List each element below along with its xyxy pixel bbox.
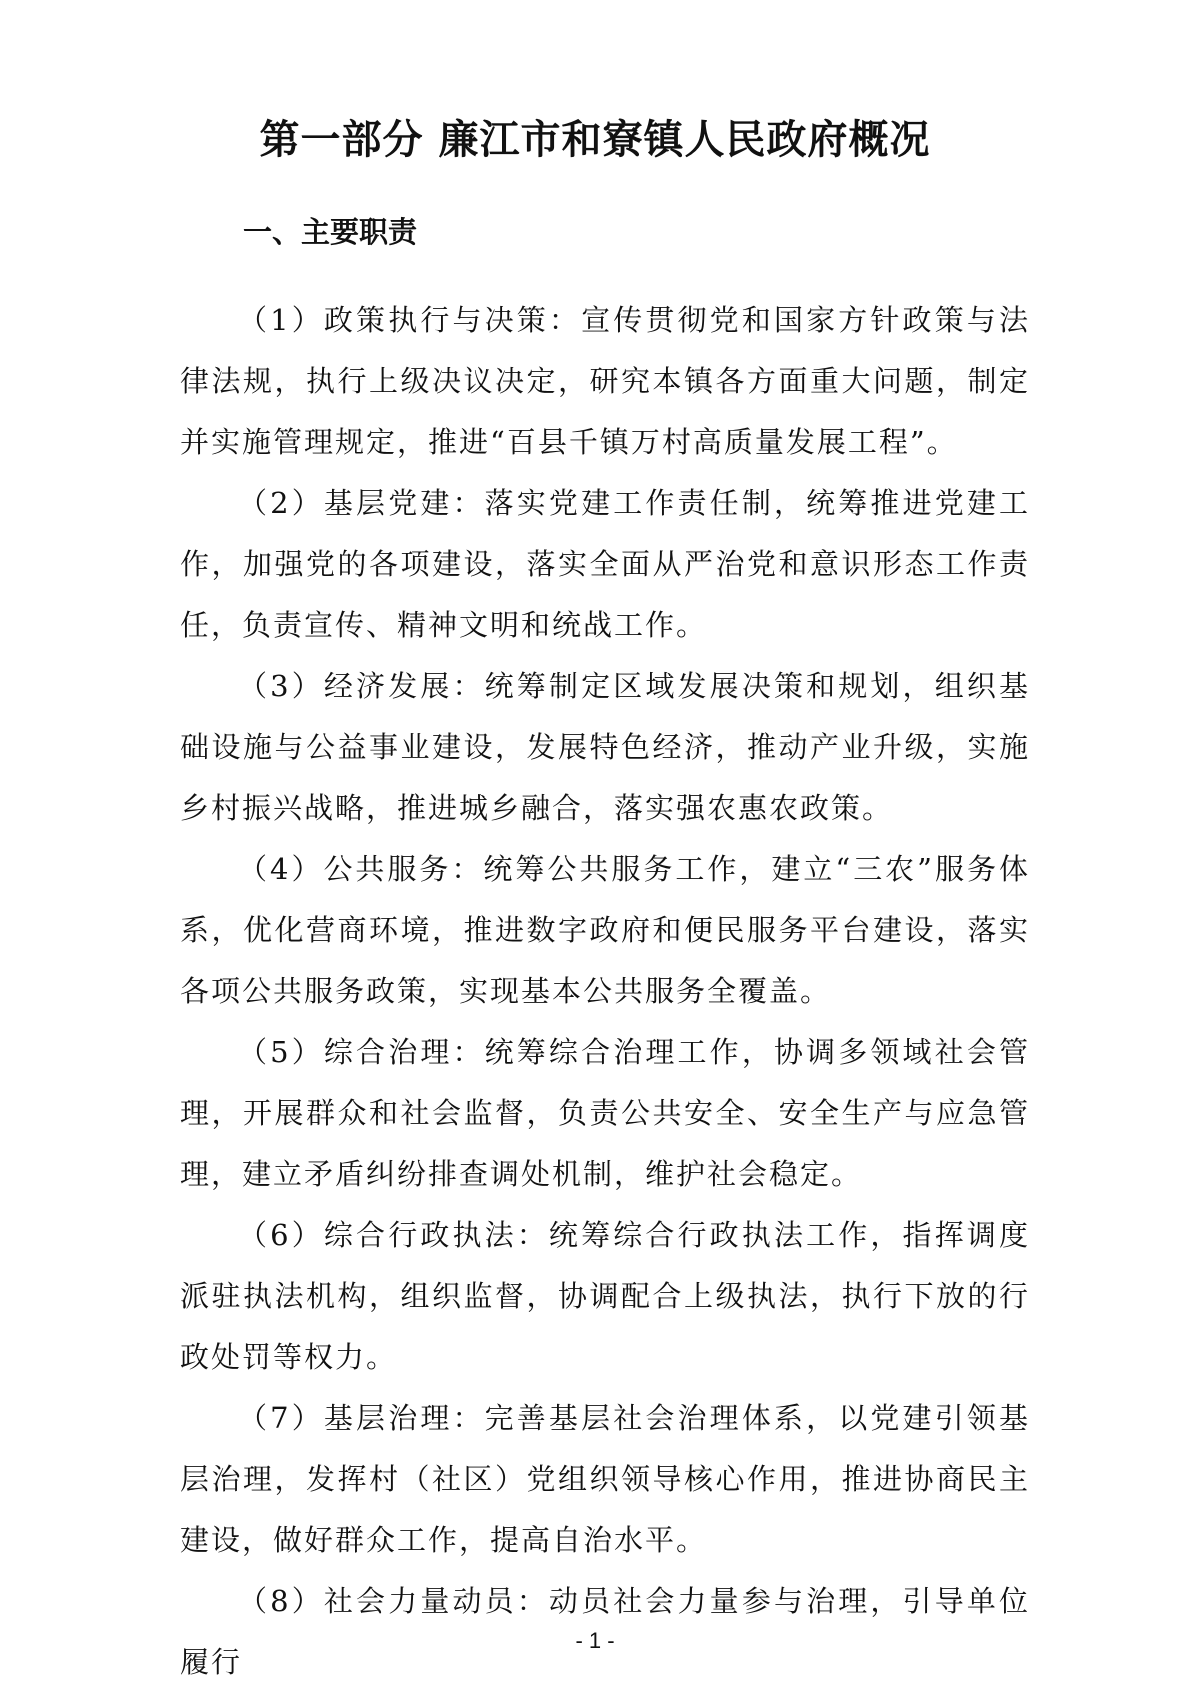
page-number: - 1 - — [575, 1628, 615, 1653]
paragraph-policy-execution: （1）政策执行与决策：宣传贯彻党和国家方针政策与法律法规，执行上级决议决定，研究本镇各方面重大问题，制定并实施管理规定，推进“百县千镇万村高质量发展工程”。 — [180, 303, 1030, 459]
paragraph-comprehensive-governance: （5）综合治理：统筹综合治理工作，协调多领域社会管理，开展群众和社会监督，负责公共安全、安全生产与应急管理，建立矛盾纠纷排查调处机制，维护社会稳定。 — [180, 1035, 1030, 1191]
paragraph-social-mobilization: （8）社会力量动员：动员社会力量参与治理，引导单位履行 — [180, 1584, 1030, 1679]
paragraph-grassroots-governance: （7）基层治理：完善基层社会治理体系，以党建引领基层治理，发挥村（社区）党组织领导核心作用，推进协商民主建设，做好群众工作，提高自治水平。 — [180, 1401, 1030, 1557]
paragraph-party-building: （2）基层党建：落实党建工作责任制，统筹推进党建工作，加强党的各项建设，落实全面从严治党和意识形态工作责任，负责宣传、精神文明和统战工作。 — [180, 486, 1030, 642]
paragraph-public-service: （4）公共服务：统筹公共服务工作，建立“三农”服务体系，优化营商环境，推进数字政府和便民服务平台建设，落实各项公共服务政策，实现基本公共服务全覆盖。 — [180, 852, 1030, 1008]
section-heading: 一、主要职责 — [243, 215, 418, 249]
document-body — [180, 290, 1030, 1693]
paragraph-administrative-enforcement: （6）综合行政执法：统筹综合行政执法工作，指挥调度派驻执法机构，组织监督，协调配合上级执法，执行下放的行政处罚等权力。 — [180, 1218, 1030, 1374]
paragraph-economic-development: （3）经济发展：统筹制定区域发展决策和规划，组织基础设施与公益事业建设，发展特色经济，推动产业升级，实施乡村振兴战略，推进城乡融合，落实强农惠农政策。 — [180, 669, 1030, 825]
page-title: 第一部分 廉江市和寮镇人民政府概况 — [259, 117, 931, 163]
